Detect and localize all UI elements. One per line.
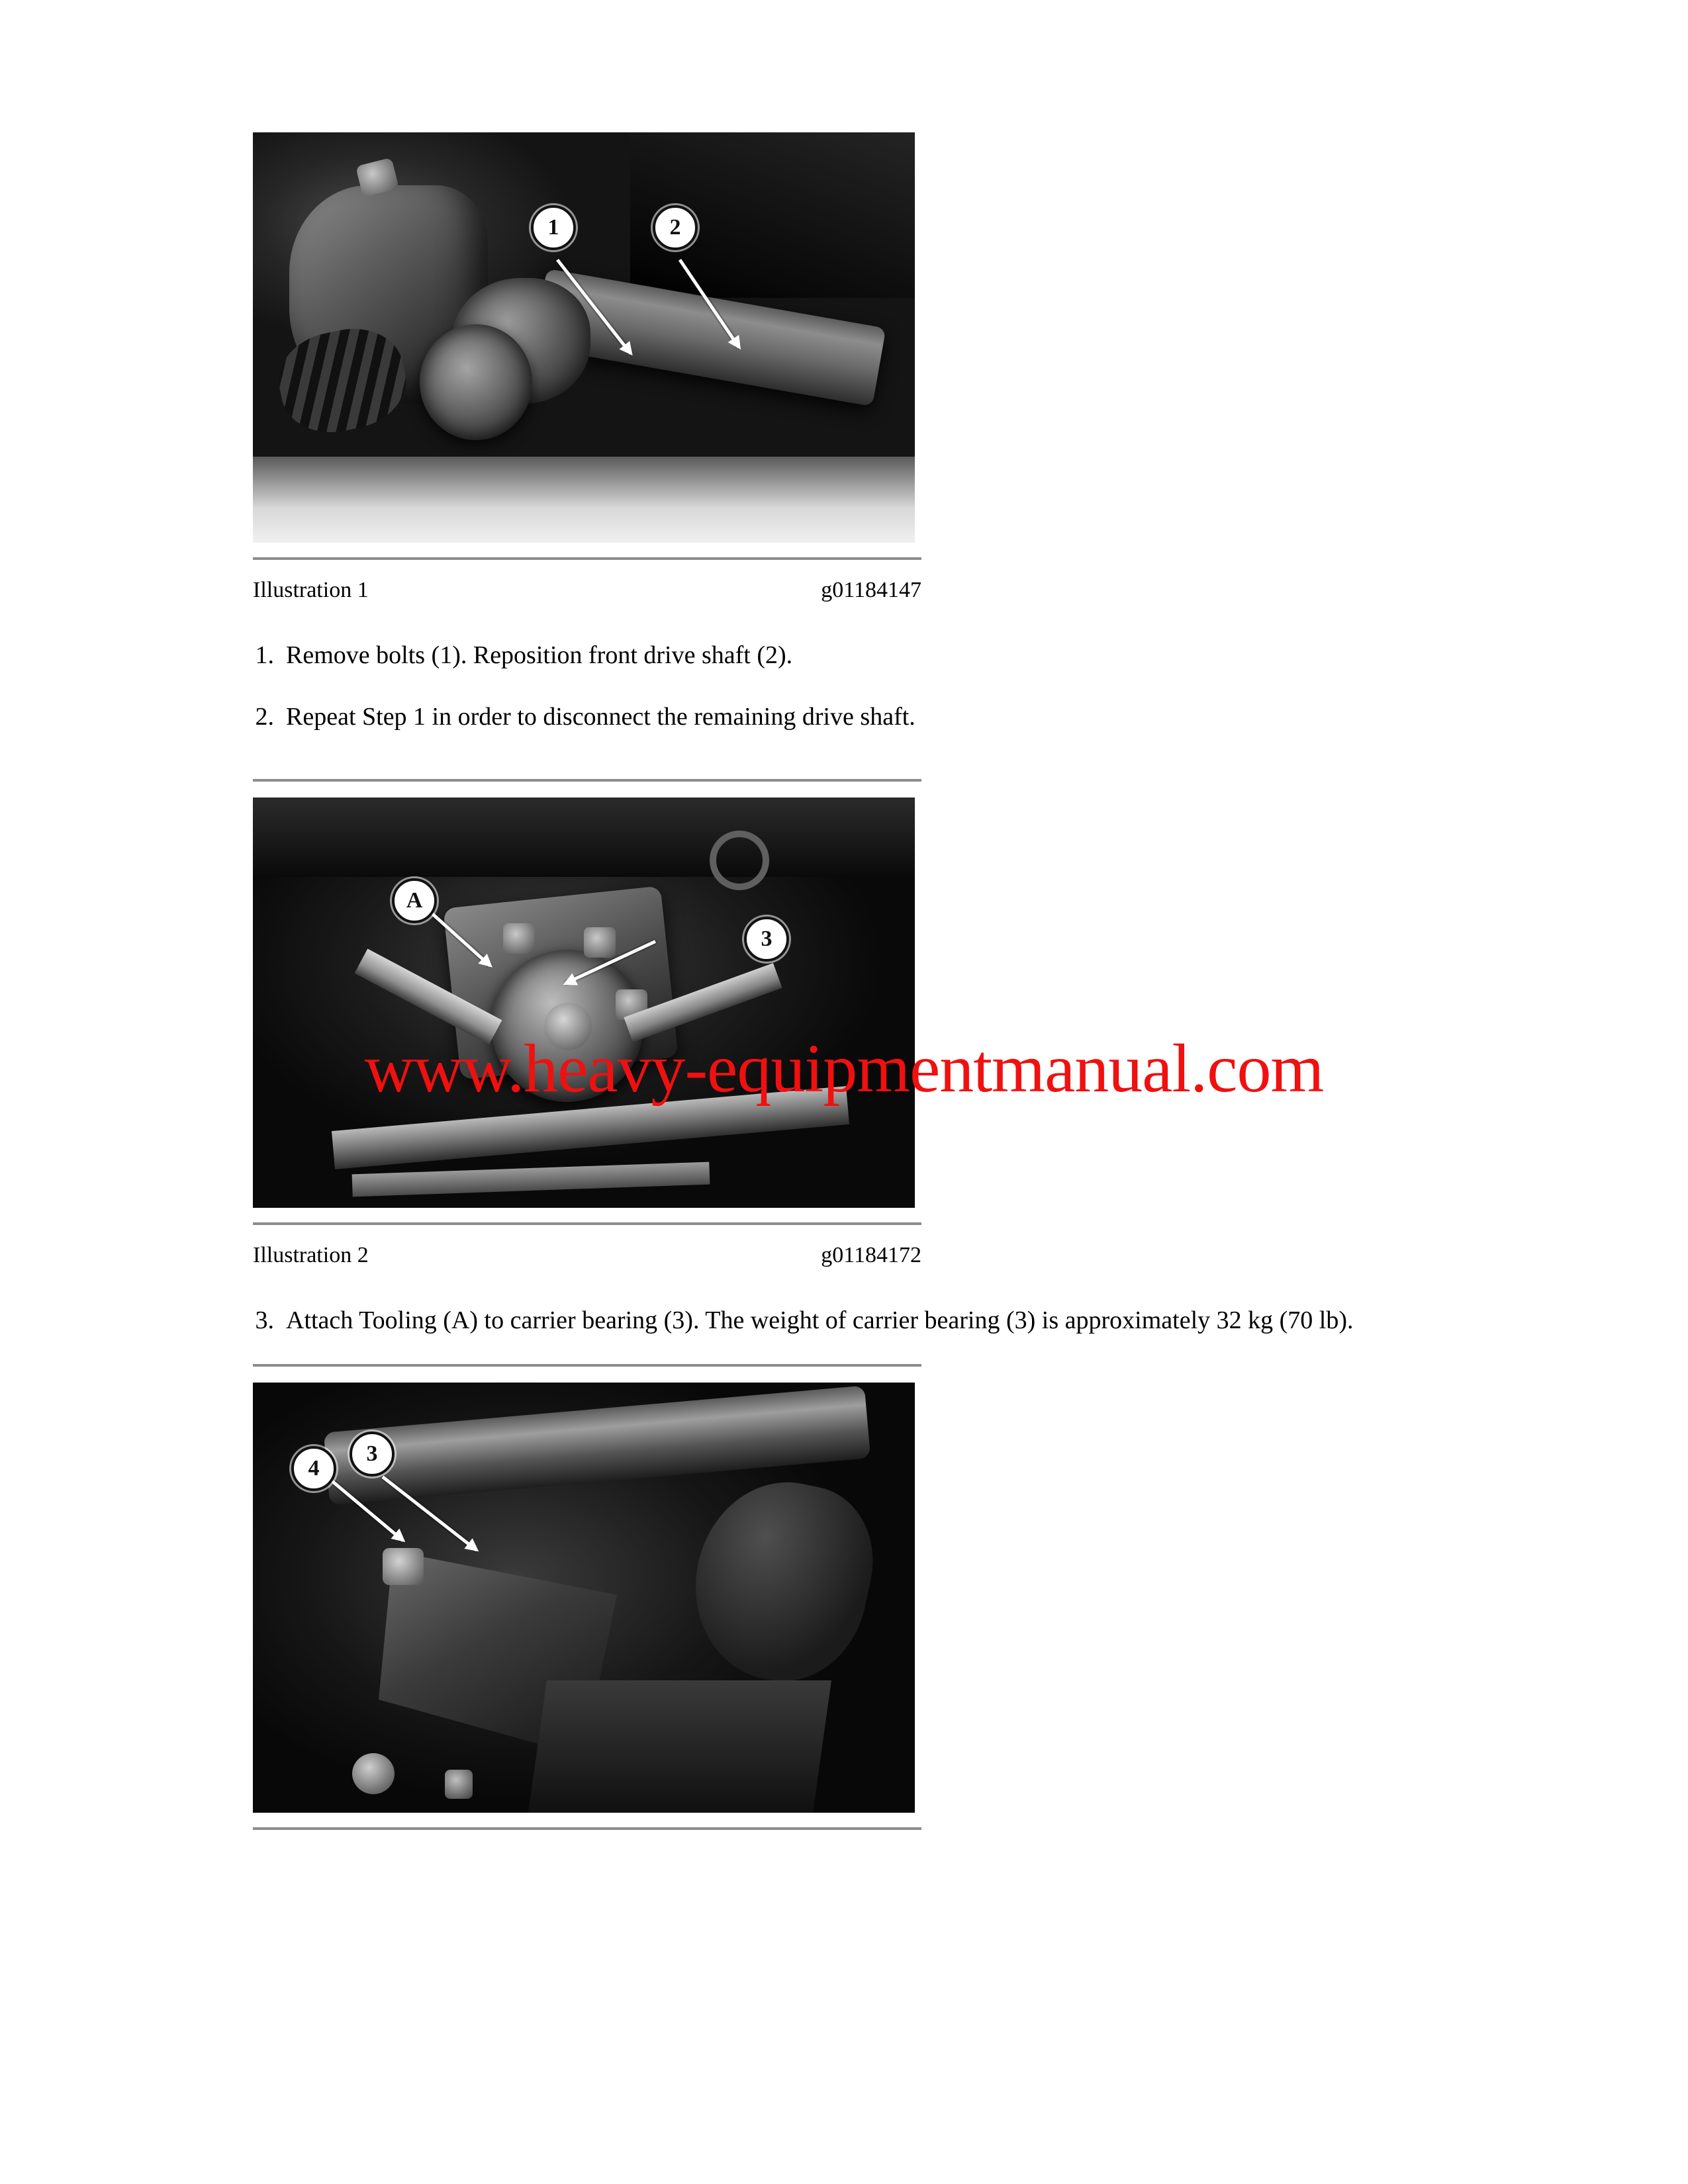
photo3-mount-bolt-lower-left [352, 1753, 395, 1794]
figure-illustration-2 [245, 779, 1450, 1269]
step-number: 1. [255, 641, 274, 669]
figure-3-top-divider [253, 1364, 921, 1367]
figure-3-divider [253, 1827, 921, 1830]
photo3-mount-bolt-upper [383, 1548, 424, 1585]
step-item [245, 699, 1450, 735]
step-item [245, 1302, 1450, 1339]
figure-illustration-1 [245, 132, 1450, 604]
photo1-flange [420, 324, 532, 440]
figure-illustration-3 [245, 1364, 1450, 1830]
step-list-lower [245, 1302, 1450, 1339]
figure-2-caption-label: Illustration 2 [253, 1242, 369, 1267]
figure-2-divider [253, 1222, 921, 1225]
figure-1-caption-label: Illustration 1 [253, 578, 369, 602]
callout-a: A [392, 878, 437, 923]
step-number: 2. [255, 702, 274, 731]
figure-2-caption-id: g01184172 [821, 1242, 921, 1267]
photo2-access-hole [710, 831, 769, 890]
photo1-floor [253, 457, 915, 543]
callout-4: 4 [291, 1446, 336, 1491]
photo-bearing-mount [253, 1383, 915, 1813]
step-number: 3. [255, 1306, 274, 1334]
step-text: Attach Tooling (A) to carrier bearing (3). The weight of carrier bearing (3) is approximately 32 kg (70 lb). [286, 1306, 1354, 1334]
callout-2: 2 [653, 205, 698, 250]
photo2-hub-center [544, 1003, 592, 1050]
figure-2-caption [253, 1242, 921, 1269]
photo2-bolt-a [503, 923, 535, 954]
photo2-frame-beam [253, 797, 915, 877]
photo-carrier-bearing [253, 797, 915, 1208]
photo2-support-bar [332, 1086, 849, 1169]
step-item [245, 637, 1450, 674]
figure-2-top-divider [253, 779, 921, 782]
photo-front-drive-shaft [253, 132, 915, 543]
watermark-text: www.heavy-equipmentmanual.com [364, 1030, 1324, 1107]
photo2-bolt-b [584, 927, 616, 958]
step-text: Repeat Step 1 in order to disconnect the remaining drive shaft. [286, 702, 915, 731]
figure-1-caption [253, 577, 921, 604]
photo3-hose-bundle [678, 1466, 888, 1696]
figure-1-caption-id: g01184147 [821, 578, 921, 602]
photo3-panel [528, 1680, 831, 1813]
page-content [245, 132, 1450, 1830]
step-text: Remove bolts (1). Reposition front drive shaft (2). [286, 641, 793, 669]
callout-3b: 3 [350, 1432, 395, 1477]
callout-1: 1 [531, 205, 576, 250]
photo2-support-bar-secondary [352, 1162, 710, 1197]
figure-1-divider [253, 557, 921, 560]
callout-3: 3 [744, 917, 789, 962]
step-list-upper [245, 637, 1450, 735]
photo3-mount-bolt-lower-right [445, 1770, 473, 1799]
